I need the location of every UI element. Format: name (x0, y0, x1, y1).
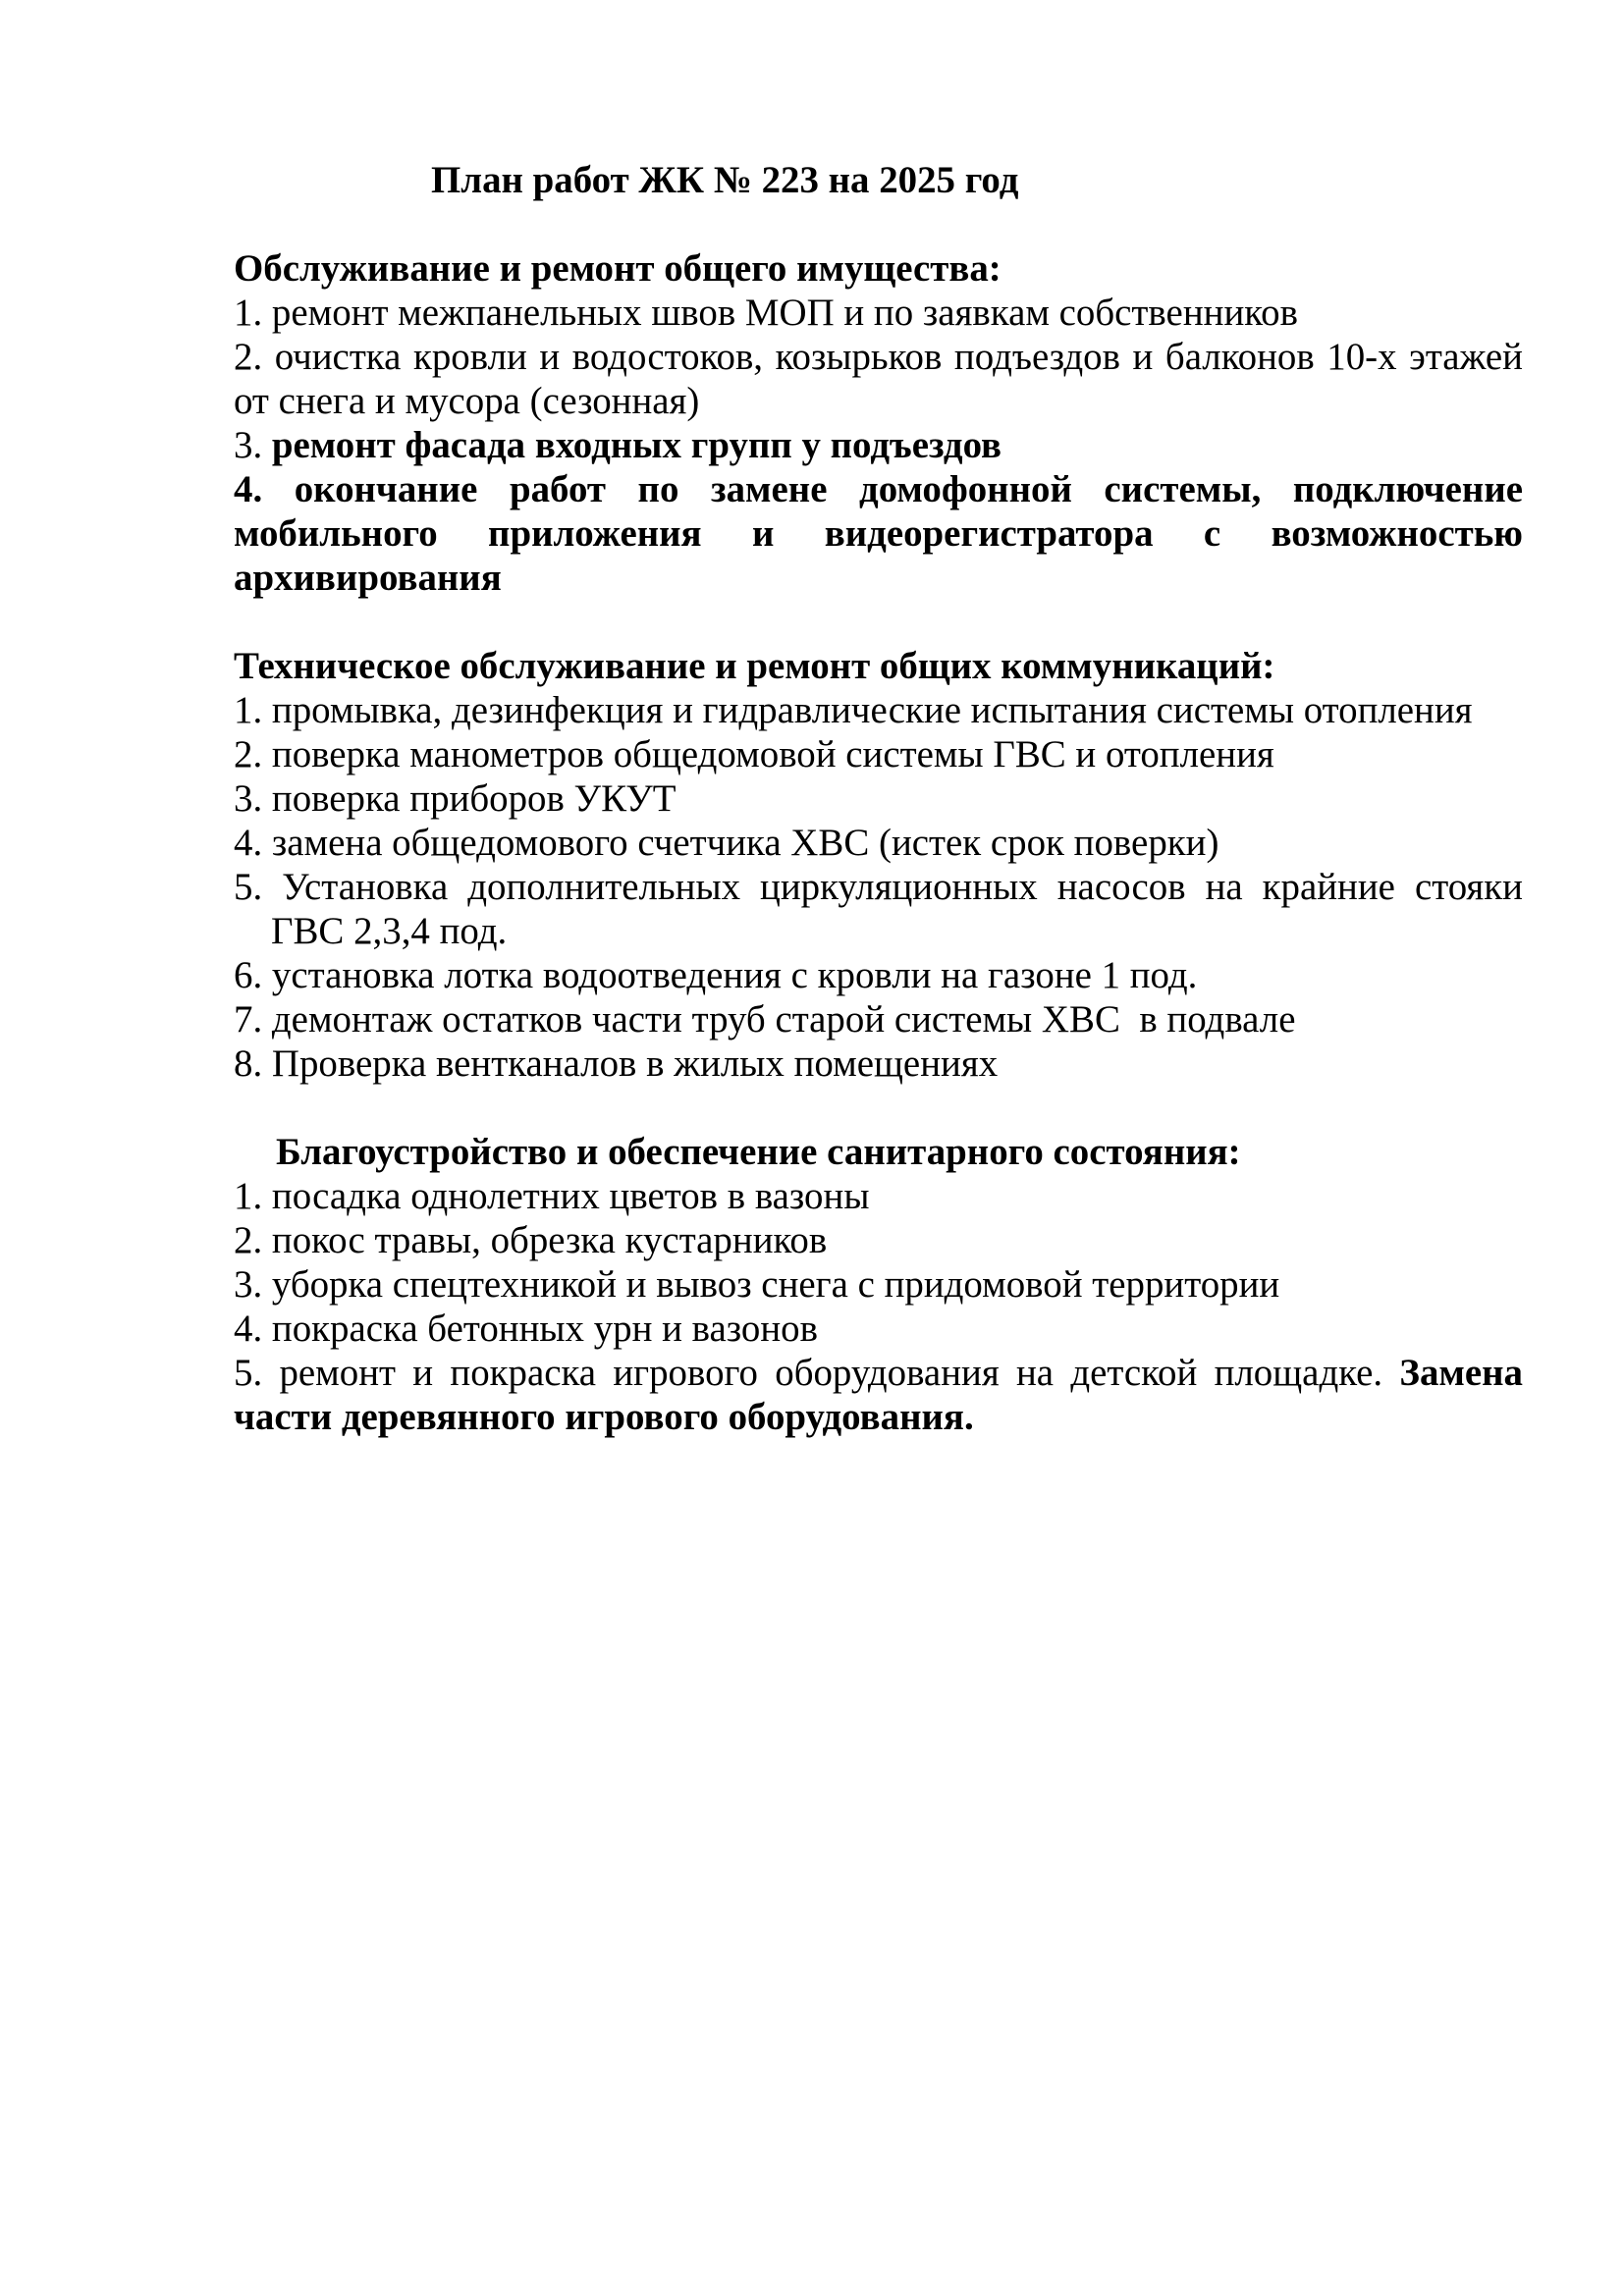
item-bold-text: ремонт фасада входных групп у подъездов (271, 424, 1002, 466)
list-item: 3. поверка приборов УКУТ (234, 777, 677, 820)
list-item: 2. поверка манометров общедомовой системы ГВС и отопления (234, 733, 1274, 775)
item-bold-text: Замена части деревянного игрового оборудования. (234, 1352, 1523, 1438)
document-title: План работ ЖК № 223 на 2025 год (431, 159, 1019, 201)
list-item: 7. демонтаж остатков части труб старой системы ХВС в подвале (234, 998, 1296, 1041)
spacer (234, 1086, 1523, 1130)
list-item: 2. покос травы, обрезка кустарников (234, 1219, 828, 1261)
list-item: 8. Проверка вентканалов в жилых помещениях (234, 1042, 999, 1085)
section-heading-communications: Техническое обслуживание и ремонт общих коммуникаций: (234, 645, 1275, 687)
list-item (234, 423, 1523, 467)
list-item: 1. промывка, дезинфекция и гидравлические испытания системы отопления (234, 689, 1473, 731)
list-item: 2. очистка кровли и водостоков, козырьков подъездов и балконов 10-х этажей от снега и мусора (сезонная) (234, 336, 1523, 422)
list-item: 5. Установка дополнительных циркуляционных насосов на крайние стояки ГВС 2,3,4 под. (234, 866, 1523, 952)
section-heading-landscaping: Благоустройство и обеспечение санитарного состояния: (276, 1131, 1241, 1173)
item-text: 5. ремонт и покраска игрового оборудования на детской площадке. (234, 1352, 1400, 1394)
list-item (234, 467, 1523, 600)
list-item: 3. уборка спецтехникой и вывоз снега с придомовой территории (234, 1263, 1280, 1306)
document-page (234, 158, 1523, 1439)
spacer (234, 600, 1523, 644)
list-item: 4. покраска бетонных урн и вазонов (234, 1308, 818, 1350)
section-heading-common-property: Обслуживание и ремонт общего имущества: (234, 247, 1001, 290)
list-item: 4. замена общедомового счетчика ХВС (истек срок поверки) (234, 822, 1219, 864)
list-item (234, 1351, 1523, 1439)
item-number: 3. (234, 424, 272, 466)
item-bold-text: 4. окончание работ по замене домофонной системы, подключение мобильного приложения и видеорегистратора с возможностью архивирования (234, 468, 1523, 599)
list-item: 1. ремонт межпанельных швов МОП и по заявкам собственников (234, 292, 1298, 334)
list-item: 6. установка лотка водоотведения с кровли на газоне 1 под. (234, 954, 1198, 996)
list-item: 1. посадка однолетних цветов в вазоны (234, 1175, 870, 1217)
